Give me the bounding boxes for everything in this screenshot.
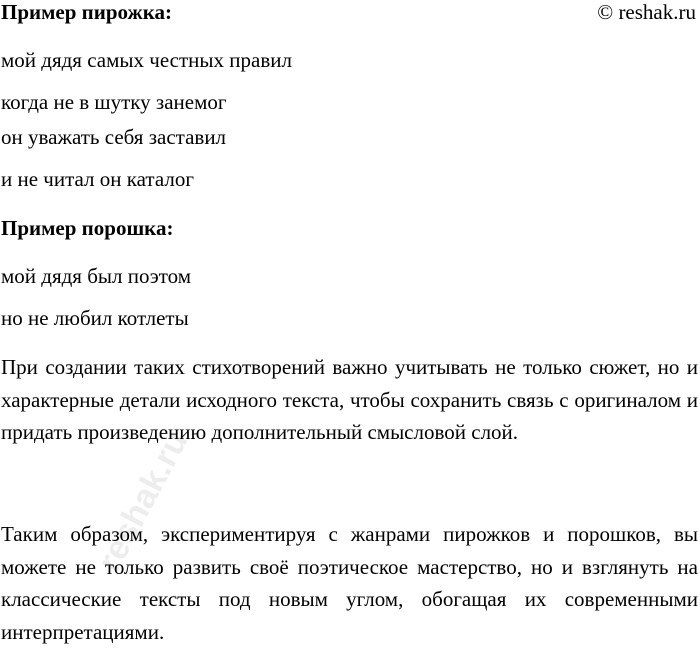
pirozhok-heading: Пример пирожка: [1, 0, 173, 24]
poroshok-heading: Пример порошка: [1, 216, 174, 240]
pirozhok-line: и не читал он каталог [1, 167, 194, 191]
poroshok-line: но не любил котлеты [1, 306, 189, 330]
paragraph-conclusion-2: Таким образом, экспериментируя с жанрами пирожков и порошков, вы можете не только развить своё поэтическое мастерство, но и взглянуть на классические тексты под новым углом, обогащая их современными интерпретациями. [1, 522, 698, 644]
paragraph-conclusion-1: При создании таких стихотворений важно учитывать не только сюжет, но и характерные детали исходного текста, чтобы сохранить связь с оригиналом и придать произведению дополнительный смысловой слой. [1, 355, 698, 444]
copyright-label: © reshak.ru [597, 0, 696, 24]
pirozhok-line: он уважать себя заставил [1, 125, 227, 149]
pirozhok-line: когда не в шутку занемог [1, 90, 227, 114]
poroshok-line: мой дядя был поэтом [1, 264, 192, 288]
watermark: reshak.ru [90, 424, 196, 578]
pirozhok-line: мой дядя самых честных правил [1, 48, 292, 72]
